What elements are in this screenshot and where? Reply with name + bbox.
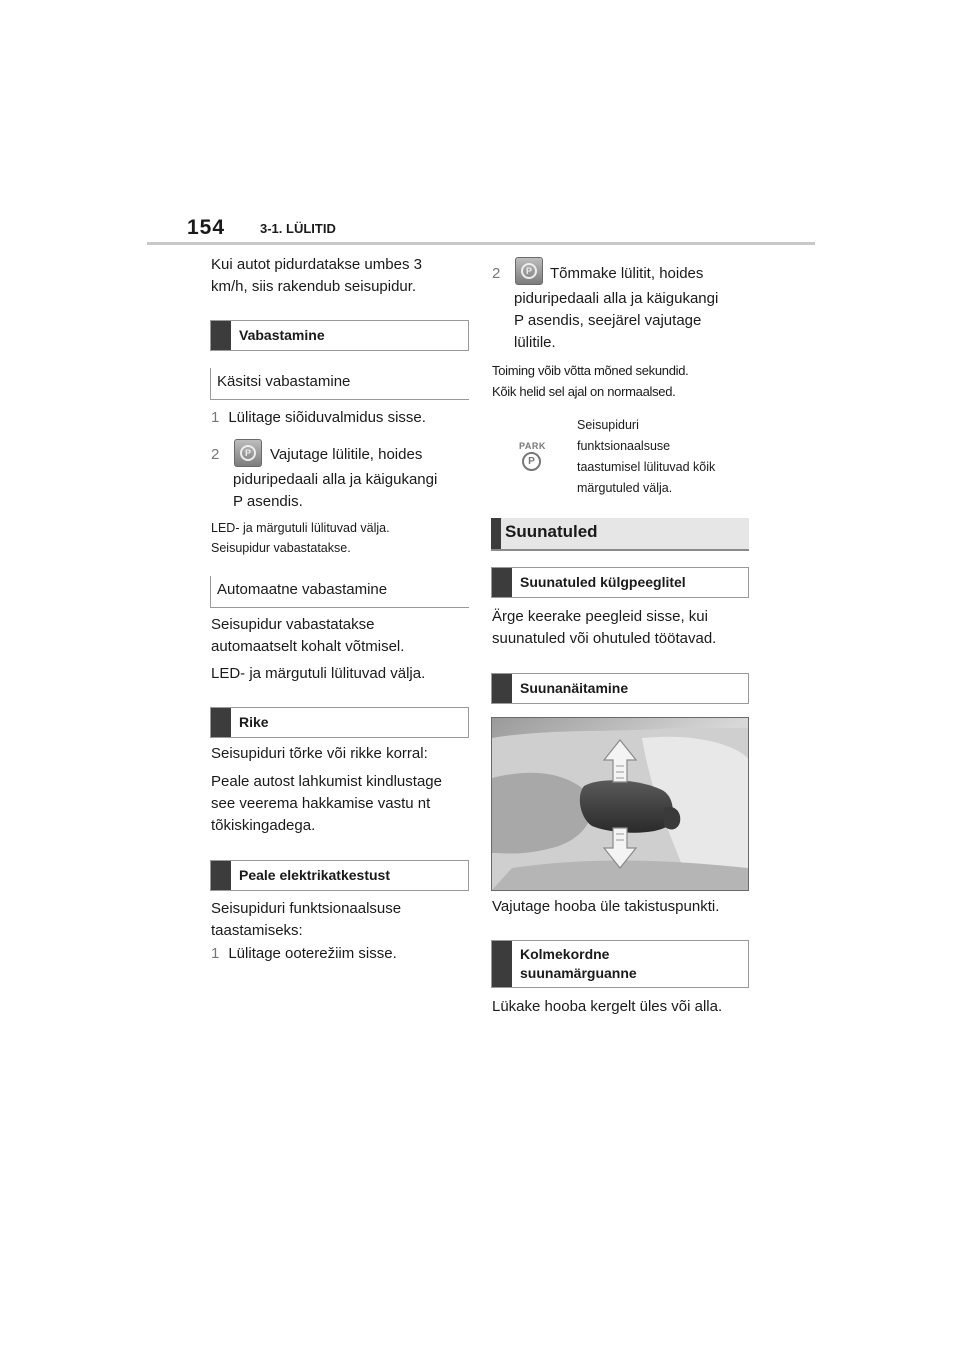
right-step-2-line-3: P asendis, seejärel vajutage bbox=[514, 312, 702, 329]
page-number: 154 bbox=[187, 216, 226, 239]
rike-text-2: Peale autost lahkumist kindlustage see veerema hakkamise vastu nt tõkiskingadega. bbox=[211, 773, 442, 834]
step-2-line-1: Vajutage lülitile, hoides bbox=[270, 446, 423, 463]
step-2-line-3: P asendis. bbox=[233, 493, 303, 510]
right-step-2-line-4: lülitile. bbox=[514, 334, 556, 351]
right-step-2-line-2: piduripedaali alla ja käigukangi bbox=[514, 290, 719, 307]
right-step-2-line-1: Tõmmake lülitit, hoides bbox=[550, 265, 704, 282]
heading-suunatuled: Suunatuled bbox=[491, 518, 749, 551]
park-caption: Seisupiduri funktsionaalsuse taastumisel lülituvad kõik märgutuled välja. bbox=[577, 418, 716, 495]
hoob-text: Vajutage hooba üle takistuspunkti. bbox=[492, 898, 720, 915]
section-title: 3-1. LÜLITID bbox=[260, 221, 336, 236]
rike-text-1: Seisupiduri tõrke või rikke korral: bbox=[211, 745, 428, 762]
kolm-text: Lükake hooba kergelt üles või alla. bbox=[492, 998, 723, 1015]
step-2: 2 bbox=[211, 446, 220, 463]
step-2-line-2: piduripedaali alla ja käigukangi bbox=[233, 471, 438, 488]
note-led: LED- ja märgutuli lülituvad välja. Seisupidur vabastatakse. bbox=[211, 521, 390, 555]
right-step-2-num: 2 bbox=[492, 265, 501, 282]
step-1: 1 Lülitage siõiduvalmidus sisse. bbox=[211, 409, 426, 426]
subheading-kasitsi: Käsitsi vabastamine bbox=[210, 368, 469, 400]
heading-kolmekordne: Kolmekordne suunamärguanne bbox=[491, 940, 749, 988]
heading-peale-elektrikatkestust: Peale elektrikatkestust bbox=[210, 860, 469, 891]
parking-brake-switch-icon: P bbox=[234, 439, 262, 467]
auto-led-text: LED- ja märgutuli lülituvad välja. bbox=[211, 665, 426, 682]
header-divider bbox=[147, 242, 815, 245]
auto-text: Seisupidur vabastatakse automaatselt kohalt võtmisel. bbox=[211, 616, 405, 655]
park-indicator-icon: PARK P bbox=[518, 441, 548, 473]
kulg-text: Ärge keerake peegleid sisse, kui suunatuled või ohutuled töötavad. bbox=[492, 608, 717, 647]
intro-text: Kui autot pidurdatakse umbes 3 km/h, siis rakendub seisupidur. bbox=[211, 256, 422, 295]
subheading-automaatne: Automaatne vabastamine bbox=[210, 576, 469, 608]
step-last: 1 Lülitage ooterežiim sisse. bbox=[211, 945, 397, 962]
turn-signal-lever-illustration bbox=[491, 717, 749, 891]
right-note: Toiming võib võtta mõned sekundid. Kõik helid sel ajal on normaalsed. bbox=[492, 363, 689, 399]
parking-brake-switch-icon: P bbox=[515, 257, 543, 285]
heading-vabastamine: Vabastamine bbox=[210, 320, 469, 351]
heading-rike: Rike bbox=[210, 707, 469, 738]
peale-text: Seisupiduri funktsionaalsuse taastamiseks: bbox=[211, 900, 402, 939]
heading-kulgpeeglitel: Suunatuled külgpeeglitel bbox=[491, 567, 749, 598]
heading-suunanaitamine: Suunanäitamine bbox=[491, 673, 749, 704]
